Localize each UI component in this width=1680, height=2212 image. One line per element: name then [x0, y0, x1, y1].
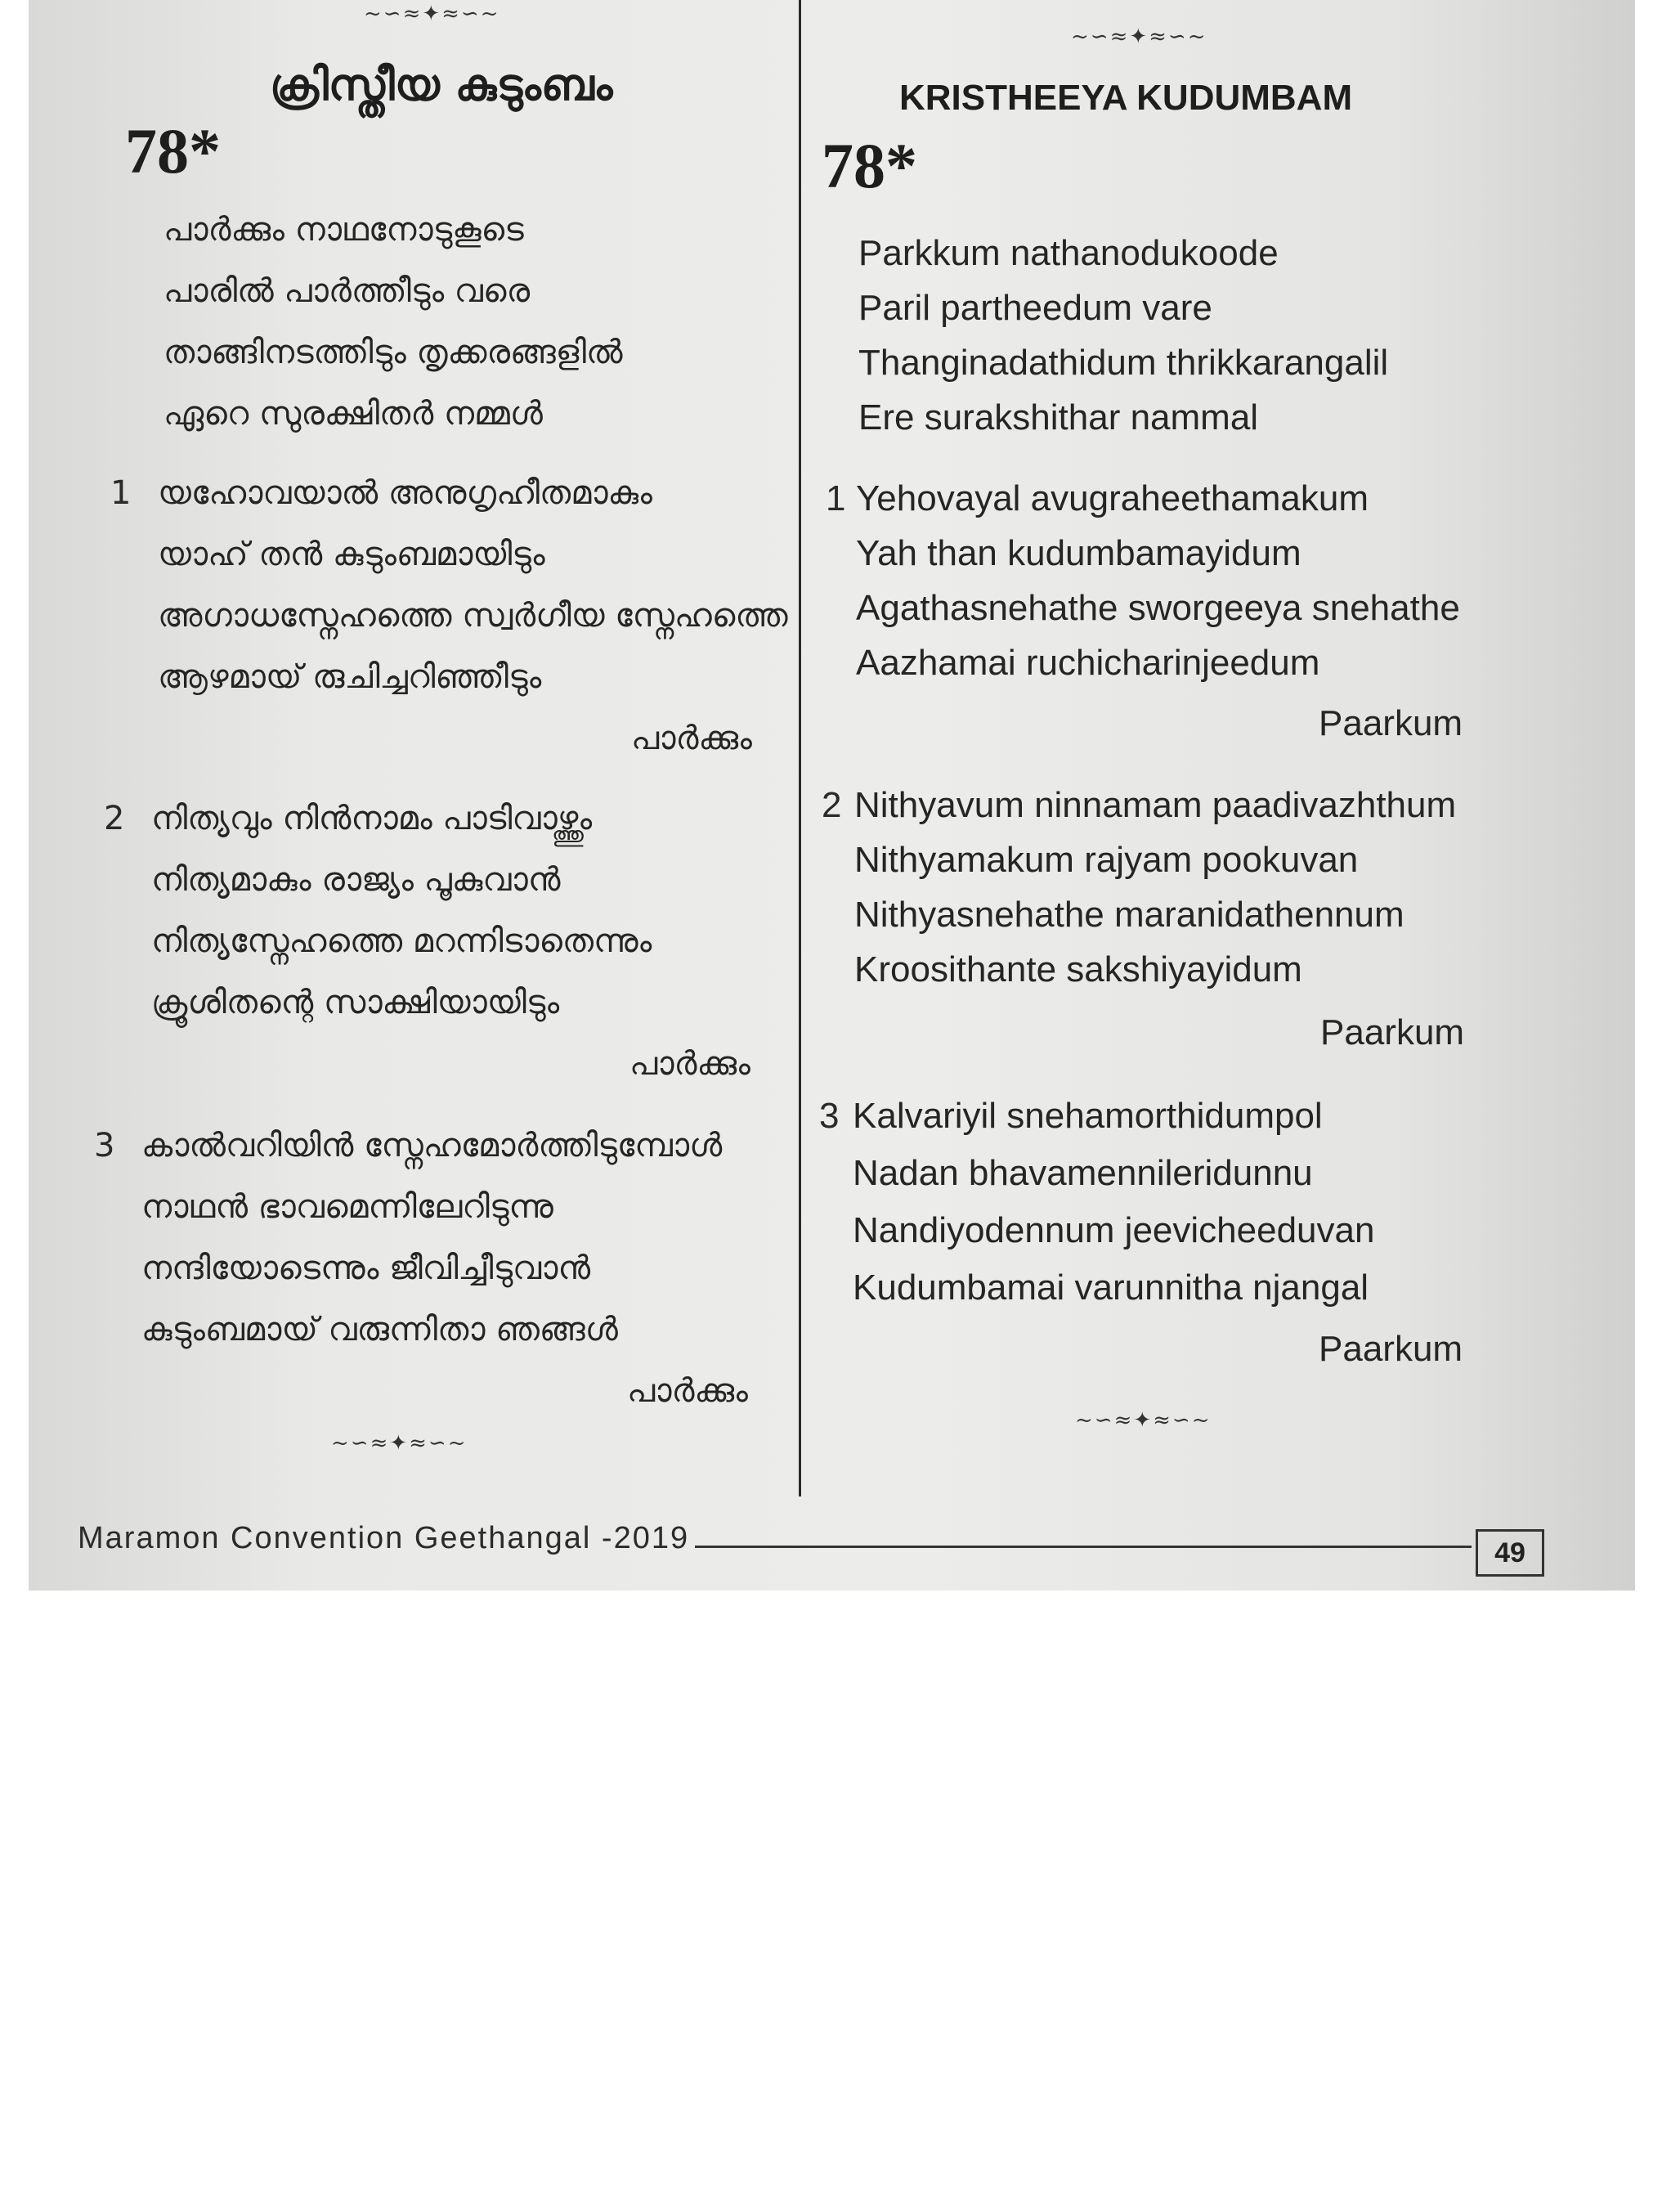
chorus-line: Thanginadathidum thrikkarangalil — [858, 343, 1389, 383]
verse-line: Nithyamakum rajyam pookuvan — [854, 840, 1359, 880]
verse-line: Nadan bhavamennileridunnu — [853, 1153, 1313, 1193]
verse-line: കുടുംബമായ് വരുന്നിതാ ഞങ്ങൾ — [141, 1311, 618, 1348]
verse-line: ക്രൂശിതന്റെ സാക്ഷിയായിടും — [151, 984, 560, 1021]
ornament-bottom-right: ~∽≈✦≈∽~ — [1075, 1408, 1212, 1433]
book-page — [29, 0, 1635, 1591]
chorus-line: Paril partheedum vare — [858, 288, 1212, 328]
verse-number: 2 — [104, 800, 125, 837]
chorus-line: താങ്ങിനടത്തിടും തൃക്കരങ്ങളിൽ — [164, 334, 623, 371]
verse-line: Kroosithante sakshiyayidum — [854, 949, 1302, 989]
page-number: 49 — [1476, 1529, 1544, 1577]
verse-line: Kudumbamai varunnitha njangal — [853, 1268, 1369, 1308]
verse-line: നിത്യസ്നേഹത്തെ മറന്നിടാതെന്നും — [151, 922, 652, 960]
refrain-label: പാർക്കും — [629, 1045, 750, 1083]
refrain-label: Paarkum — [1319, 1329, 1463, 1369]
verse-line: യഹോവയാൽ അനുഗൃഹീതമാകും — [158, 474, 652, 512]
verse-line: Nandiyodennum jeevicheeduvan — [853, 1210, 1375, 1250]
ornament-bottom-left: ~∽≈✦≈∽~ — [331, 1431, 468, 1456]
verse-number: 2 — [822, 785, 842, 825]
verse-line: Nithyasnehathe maranidathennum — [854, 895, 1404, 935]
refrain-label: Paarkum — [1320, 1012, 1465, 1052]
verse-line: Kalvariyil snehamorthidumpol — [853, 1096, 1323, 1136]
refrain-label: Paarkum — [1319, 703, 1463, 743]
chorus-line: പാർക്കും നാഥനോടുകൂടെ — [164, 211, 524, 249]
verse-line: Aazhamai ruchicharinjeedum — [856, 643, 1320, 683]
verse-line: അഗാധസ്നേഹത്തെ സ്വർഗീയ സ്നേഹത്തെ — [158, 597, 788, 635]
verse-number: 1 — [110, 474, 132, 512]
verse-line: ആഴമായ് രുചിച്ചറിഞ്ഞീടും — [158, 658, 542, 696]
verse-line: നിത്യവും നിൻനാമം പാടിവാഴ്ത്തും — [151, 800, 593, 837]
footer-rule — [695, 1546, 1472, 1548]
chorus-line: Parkkum nathanodukoode — [858, 233, 1279, 273]
song-title-malayalam: ക്രിസ്തീയ കുടുംബം — [270, 59, 613, 110]
verse-line: നാഥൻ ഭാവമെന്നിലേറിടുന്നു — [141, 1188, 553, 1226]
ornament-top-left: ~∽≈✦≈∽~ — [364, 2, 500, 26]
verse-line: Nithyavum ninnamam paadivazhthum — [854, 785, 1457, 825]
verse-line: കാൽവറിയിൻ സ്നേഹമോർത്തിടുമ്പോൾ — [141, 1127, 723, 1164]
verse-number: 1 — [826, 478, 846, 518]
chorus-line: ഏറെ സുരക്ഷിതർ നമ്മൾ — [164, 395, 543, 433]
verse-line: Yehovayal avugraheethamakum — [856, 478, 1369, 518]
chorus-line: Ere surakshithar nammal — [858, 397, 1259, 437]
verse-line: Yah than kudumbamayidum — [856, 533, 1301, 573]
song-title-english: KRISTHEEYA KUDUMBAM — [899, 78, 1353, 118]
verse-number: 3 — [819, 1096, 840, 1136]
chorus-line: പാരിൽ പാർത്തീടും വരെ — [164, 272, 531, 310]
song-number-right: 78* — [822, 130, 917, 201]
refrain-label: പാർക്കും — [631, 720, 752, 757]
ornament-top-right: ~∽≈✦≈∽~ — [1071, 25, 1207, 49]
verse-number: 3 — [94, 1127, 115, 1164]
refrain-label: പാർക്കും — [627, 1372, 748, 1410]
verse-line: Agathasnehathe sworgeeya snehathe — [856, 588, 1460, 628]
verse-line: നിത്യമാകും രാജ്യം പൂകുവാൻ — [151, 861, 561, 899]
song-number-left: 78* — [125, 115, 221, 186]
column-divider — [799, 0, 801, 1496]
verse-line: യാഹ് തൻ കുടുംബമായിടും — [158, 536, 545, 573]
verse-line: നന്ദിയോടെന്നും ജീവിച്ചീടുവാൻ — [141, 1250, 591, 1287]
book-title-footer: Maramon Convention Geethangal -2019 — [78, 1521, 690, 1555]
